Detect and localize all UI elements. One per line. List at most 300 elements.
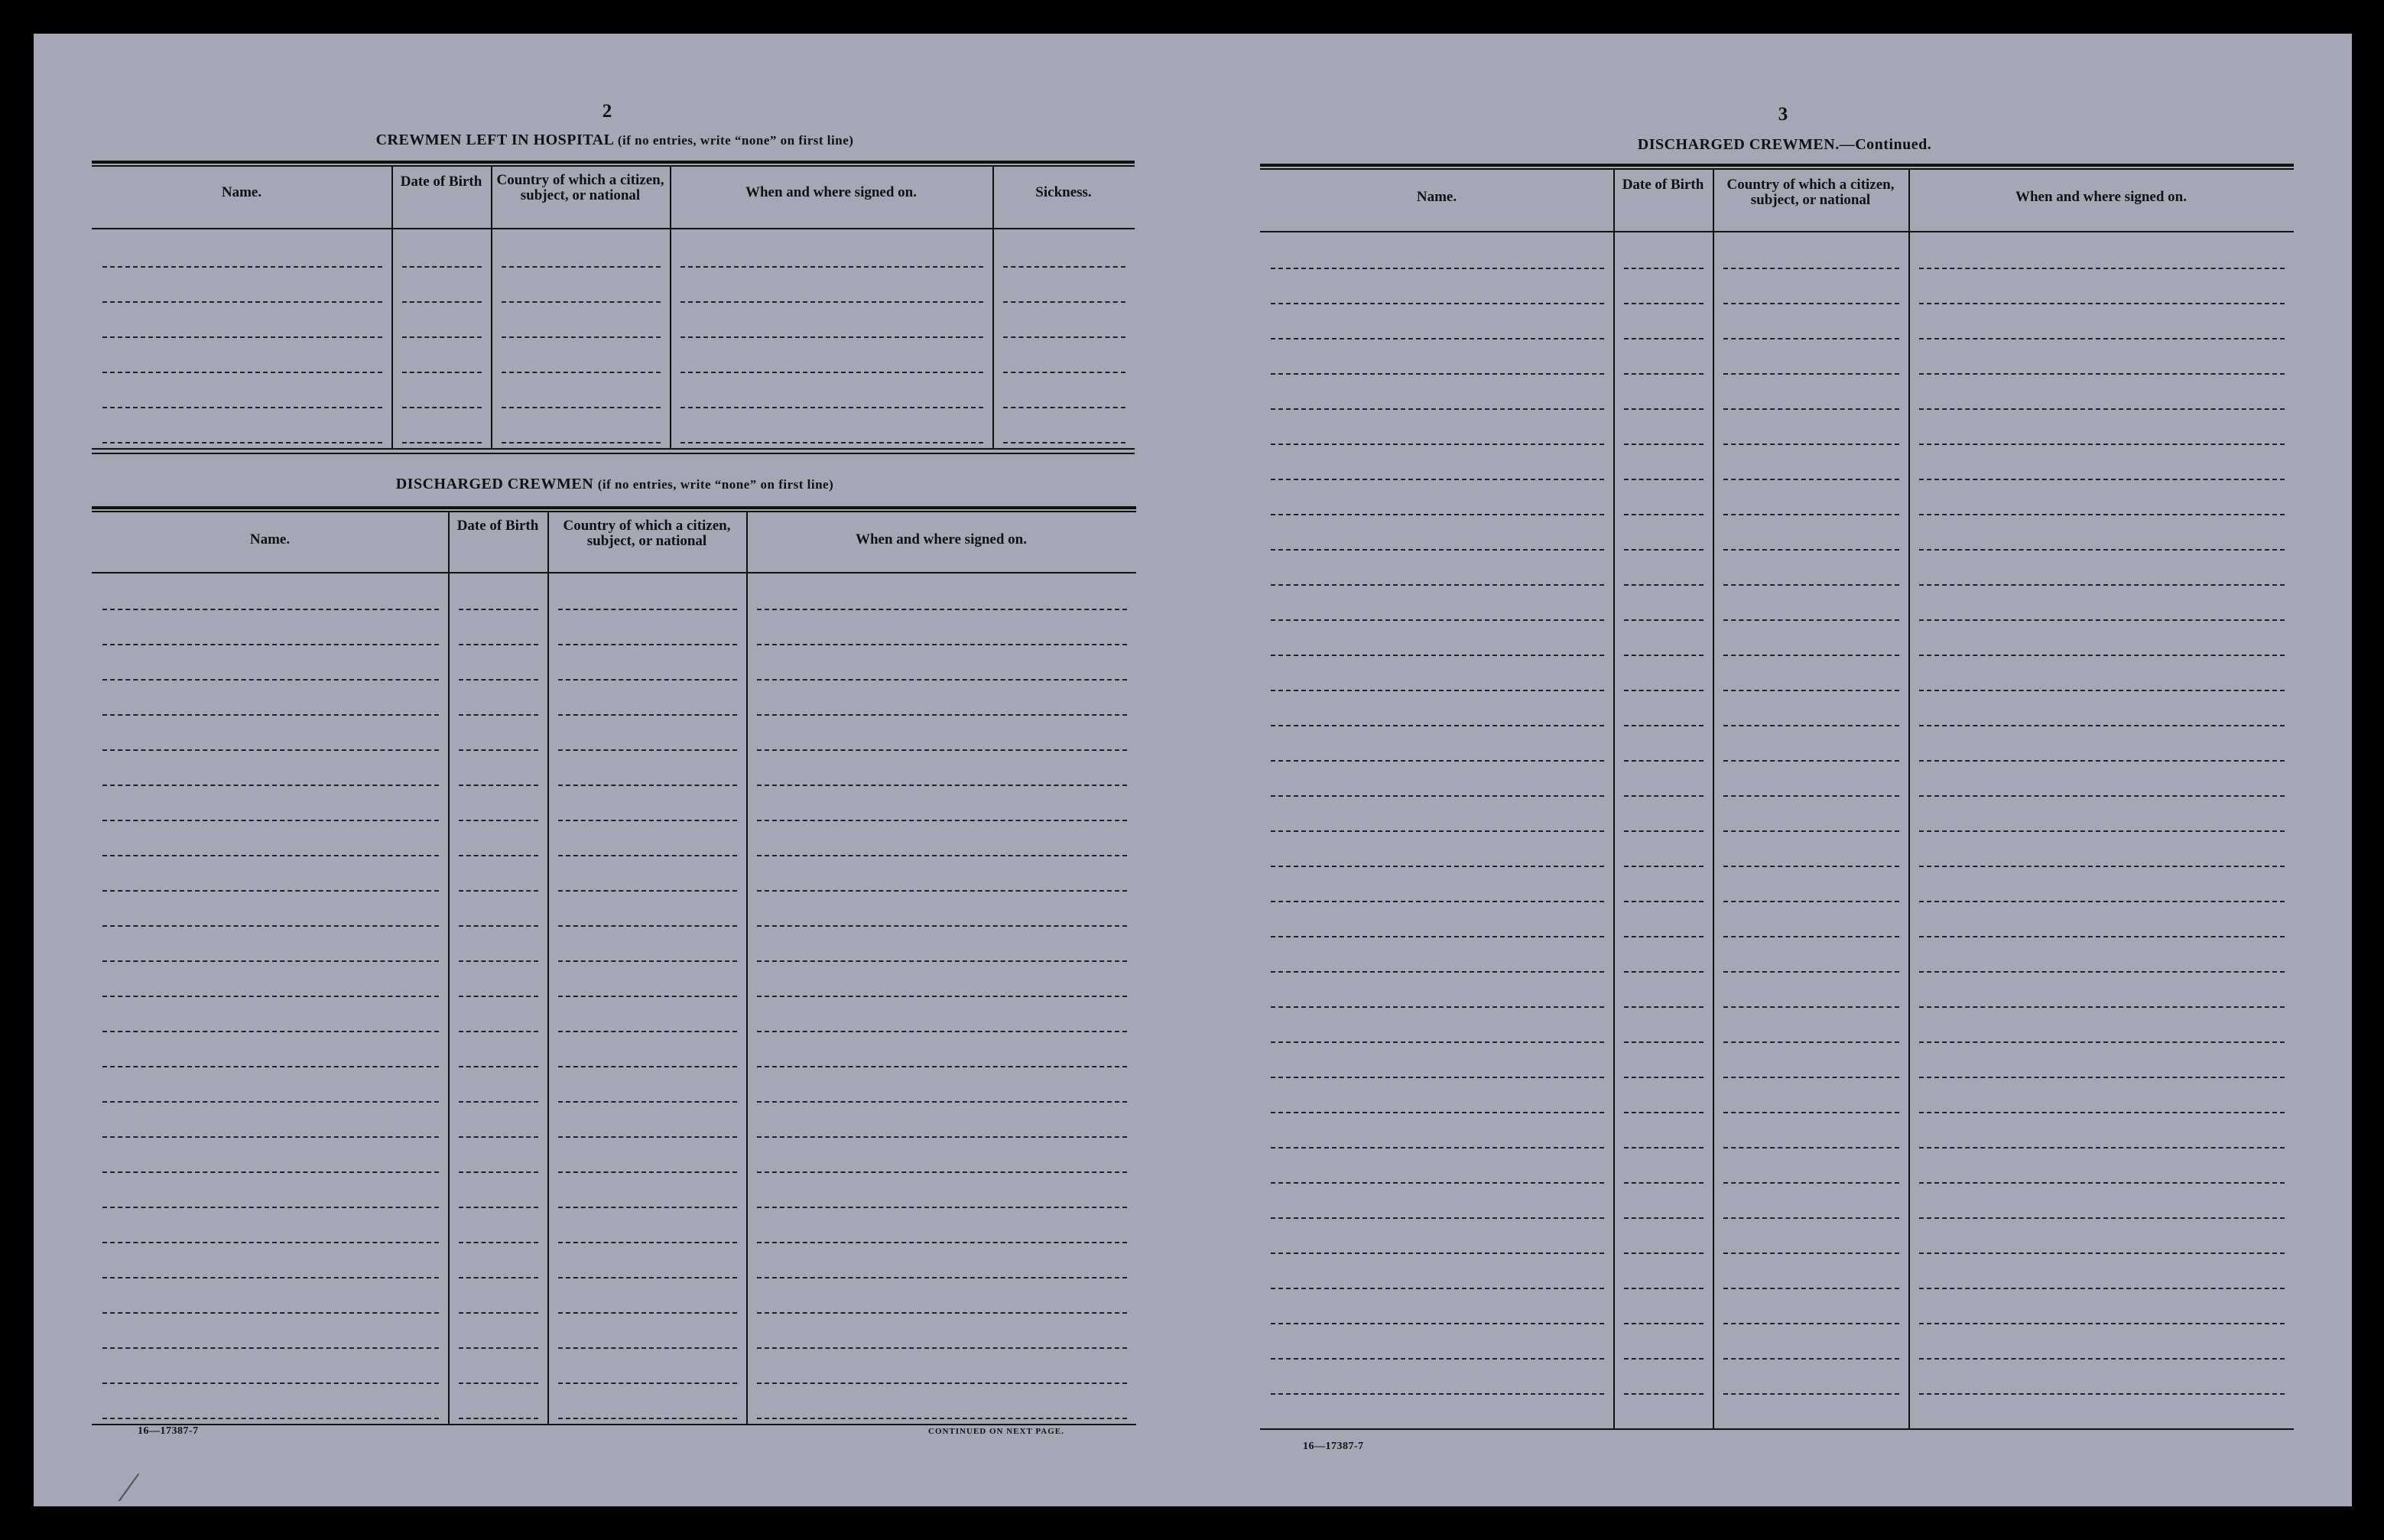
hospital-row-line: [680, 266, 983, 268]
hospital-top-rule: [92, 161, 1135, 164]
hospital-row-line: [102, 442, 382, 443]
hospital-col-divider: [670, 165, 671, 448]
continued-row-line: [1723, 936, 1899, 937]
discharged-row-line: [558, 820, 737, 821]
continued-row-line: [1624, 795, 1704, 797]
discharged-row-line: [459, 1418, 538, 1419]
hospital-col-header: Sickness.: [1035, 184, 1092, 200]
continued-row-line: [1271, 690, 1604, 691]
hospital-row-line: [680, 336, 983, 338]
discharged-row-line: [558, 679, 737, 681]
discharged-row-line: [757, 609, 1127, 610]
document-sheet: [34, 34, 2352, 1506]
continued-row-line: [1919, 1147, 2285, 1149]
continued-row-line: [1919, 1041, 2285, 1043]
continued-bottom-rule: [1260, 1428, 2294, 1430]
discharged-row-line: [459, 1277, 538, 1278]
discharged-row-line: [102, 1101, 439, 1103]
discharged-top-rule-inner: [92, 511, 1136, 512]
continued-row-line: [1271, 866, 1604, 867]
discharged-row-line: [459, 890, 538, 892]
continued-row-line: [1271, 1112, 1604, 1113]
continued-row-line: [1624, 1006, 1704, 1008]
discharged-row-line: [459, 609, 538, 610]
continued-row-line: [1723, 479, 1899, 480]
page-number-right: 3: [1778, 104, 1788, 125]
discharged-row-line: [459, 1242, 538, 1243]
continued-row-line: [1271, 725, 1604, 726]
discharged-top-rule: [92, 506, 1136, 509]
discharged-row-line: [102, 785, 439, 786]
discharged-row-line: [459, 1136, 538, 1138]
continued-row-line: [1723, 1041, 1899, 1043]
continued-row-line: [1919, 408, 2285, 410]
discharged-row-line: [102, 820, 439, 821]
continued-row-line: [1624, 1077, 1704, 1078]
continued-row-line: [1624, 1288, 1704, 1289]
discharged-row-line: [102, 925, 439, 927]
discharged-row-line: [459, 1382, 538, 1384]
continued-row-line: [1723, 1288, 1899, 1289]
discharged-col-header: Date of Birth: [456, 518, 539, 534]
continued-row-line: [1723, 1112, 1899, 1113]
continued-row-line: [1624, 690, 1704, 691]
continued-row-line: [1919, 1323, 2285, 1324]
discharged-row-line: [558, 996, 737, 997]
continued-row-line: [1919, 1393, 2285, 1395]
continued-row-line: [1723, 1182, 1899, 1184]
discharged-row-line: [102, 644, 439, 645]
hospital-row-line: [680, 372, 983, 373]
continued-row-line: [1919, 514, 2285, 515]
continued-row-line: [1723, 373, 1899, 375]
continued-row-line: [1271, 303, 1604, 304]
continued-row-line: [1624, 760, 1704, 762]
continued-row-line: [1919, 268, 2285, 269]
discharged-title-text: DISCHARGED CREWMEN: [395, 476, 594, 492]
discharged-row-line: [459, 1312, 538, 1314]
continued-row-line: [1919, 1252, 2285, 1254]
form-number-right: 16—17387-7: [1303, 1441, 1364, 1452]
continued-row-line: [1271, 795, 1604, 797]
discharged-row-line: [102, 1382, 439, 1384]
continued-row-line: [1919, 443, 2285, 445]
continued-row-line: [1919, 1217, 2285, 1219]
hospital-bottom-rule: [92, 448, 1135, 450]
discharged-row-line: [757, 1207, 1127, 1208]
continued-row-line: [1271, 443, 1604, 445]
hospital-row-line: [502, 336, 661, 338]
discharged-row-line: [459, 1347, 538, 1349]
continued-row-line: [1919, 338, 2285, 340]
form-number-left: 16—17387-7: [138, 1425, 199, 1437]
hospital-row-line: [102, 336, 382, 338]
discharged-row-line: [558, 855, 737, 856]
continued-row-line: [1624, 443, 1704, 445]
discharged-row-line: [757, 996, 1127, 997]
continued-row-line: [1919, 1182, 2285, 1184]
hospital-row-line: [402, 301, 482, 303]
continued-row-line: [1723, 1358, 1899, 1360]
continued-row-line: [1723, 971, 1899, 973]
discharged-row-line: [558, 1242, 737, 1243]
discharged-row-line: [102, 1312, 439, 1314]
continued-row-line: [1624, 971, 1704, 973]
hospital-col-header: Country of which a citizen, subject, or national: [496, 172, 664, 203]
continued-row-line: [1723, 725, 1899, 726]
discharged-row-line: [102, 1347, 439, 1349]
continued-row-line: [1723, 268, 1899, 269]
continued-row-line: [1723, 619, 1899, 621]
discharged-row-line: [558, 925, 737, 927]
continued-row-line: [1624, 1358, 1704, 1360]
discharged-row-line: [558, 1066, 737, 1067]
continued-row-line: [1271, 760, 1604, 762]
continued-row-line: [1723, 901, 1899, 902]
continued-row-line: [1271, 1147, 1604, 1149]
discharged-row-line: [459, 679, 538, 681]
hospital-col-divider: [491, 165, 492, 448]
hospital-row-line: [502, 407, 661, 408]
continued-row-line: [1723, 1393, 1899, 1395]
discharged-row-line: [102, 714, 439, 716]
discharged-row-line: [757, 1066, 1127, 1067]
continued-row-line: [1624, 1041, 1704, 1043]
discharged-row-line: [459, 960, 538, 962]
discharged-row-line: [102, 960, 439, 962]
continued-row-line: [1723, 1252, 1899, 1254]
continued-row-line: [1271, 479, 1604, 480]
continued-row-line: [1723, 830, 1899, 832]
hospital-row-line: [402, 372, 482, 373]
discharged-col-divider: [448, 511, 450, 1424]
continued-row-line: [1919, 619, 2285, 621]
continued-row-line: [1624, 549, 1704, 551]
discharged-row-line: [757, 1171, 1127, 1173]
continued-row-line: [1271, 338, 1604, 340]
continued-row-line: [1271, 1041, 1604, 1043]
continued-row-line: [1919, 479, 2285, 480]
continued-row-line: [1271, 971, 1604, 973]
continued-row-line: [1624, 866, 1704, 867]
discharged-row-line: [558, 1277, 737, 1278]
continued-row-line: [1919, 830, 2285, 832]
continued-row-line: [1271, 1252, 1604, 1254]
continued-row-line: [1271, 1217, 1604, 1219]
continued-row-line: [1723, 1077, 1899, 1078]
continued-row-line: [1919, 303, 2285, 304]
continued-row-line: [1723, 1217, 1899, 1219]
continued-row-line: [1919, 795, 2285, 797]
discharged-row-line: [558, 785, 737, 786]
continued-row-line: [1919, 760, 2285, 762]
continued-row-line: [1271, 549, 1604, 551]
continued-top-rule: [1260, 164, 2294, 167]
continued-row-line: [1271, 1323, 1604, 1324]
continued-col-divider: [1613, 168, 1615, 1428]
page-number-left: 2: [602, 101, 612, 122]
discharged-row-line: [459, 714, 538, 716]
continued-row-line: [1624, 303, 1704, 304]
continued-header-rule: [1260, 231, 2294, 232]
discharged-row-line: [757, 820, 1127, 821]
discharged-bottom-rule: [92, 1424, 1136, 1425]
continued-row-line: [1919, 971, 2285, 973]
discharged-section-title: [286, 476, 944, 493]
continued-row-line: [1919, 549, 2285, 551]
discharged-col-header: Name.: [249, 531, 291, 547]
hospital-row-line: [402, 266, 482, 268]
continued-row-line: [1624, 1252, 1704, 1254]
continued-row-line: [1271, 1358, 1604, 1360]
discharged-row-line: [757, 785, 1127, 786]
discharged-row-line: [757, 1418, 1127, 1419]
discharged-row-line: [558, 1136, 737, 1138]
discharged-row-line: [459, 644, 538, 645]
continued-row-line: [1271, 1288, 1604, 1289]
discharged-row-line: [757, 1382, 1127, 1384]
hospital-row-line: [502, 301, 661, 303]
continued-row-line: [1919, 1006, 2285, 1008]
continued-row-line: [1624, 1112, 1704, 1113]
hospital-col-divider: [992, 165, 994, 448]
discharged-row-line: [558, 749, 737, 751]
continued-row-line: [1271, 268, 1604, 269]
discharged-row-line: [459, 996, 538, 997]
continued-row-line: [1723, 1323, 1899, 1324]
discharged-row-line: [102, 1136, 439, 1138]
discharged-row-line: [102, 749, 439, 751]
discharged-row-line: [757, 1101, 1127, 1103]
pencil-tick-mark: ∕: [125, 1464, 133, 1506]
discharged-row-line: [459, 1066, 538, 1067]
discharged-row-line: [757, 1242, 1127, 1243]
discharged-row-line: [558, 644, 737, 645]
discharged-row-line: [102, 1171, 439, 1173]
discharged-row-line: [459, 1207, 538, 1208]
discharged-row-line: [459, 855, 538, 856]
discharged-row-line: [757, 1031, 1127, 1032]
continued-row-line: [1919, 866, 2285, 867]
hospital-top-rule-inner: [92, 165, 1135, 167]
continued-col-divider: [1713, 168, 1714, 1428]
discharged-row-line: [459, 1031, 538, 1032]
continued-row-line: [1624, 655, 1704, 656]
continued-row-line: [1624, 373, 1704, 375]
continued-row-line: [1919, 690, 2285, 691]
hospital-row-line: [1003, 301, 1125, 303]
continued-row-line: [1624, 268, 1704, 269]
discharged-header-rule: [92, 572, 1136, 573]
discharged-row-line: [558, 1312, 737, 1314]
continued-row-line: [1271, 514, 1604, 515]
discharged-row-line: [102, 996, 439, 997]
discharged-row-line: [558, 1031, 737, 1032]
hospital-section-title: [286, 132, 944, 149]
continued-row-line: [1919, 936, 2285, 937]
continued-row-line: [1919, 1358, 2285, 1360]
discharged-col-header: Country of which a citizen, subject, or national: [563, 518, 731, 549]
hospital-row-line: [402, 336, 482, 338]
discharged-row-line: [757, 1347, 1127, 1349]
hospital-row-line: [1003, 442, 1125, 443]
continued-row-line: [1271, 1393, 1604, 1395]
discharged-row-line: [102, 1207, 439, 1208]
hospital-title-text: CREWMEN LEFT IN HOSPITAL: [375, 132, 614, 148]
continued-row-line: [1624, 725, 1704, 726]
continued-row-line: [1919, 1077, 2285, 1078]
continued-col-divider: [1908, 168, 1910, 1428]
continued-row-line: [1271, 936, 1604, 937]
hospital-row-line: [502, 266, 661, 268]
discharged-row-line: [459, 820, 538, 821]
continued-row-line: [1919, 901, 2285, 902]
discharged-row-line: [558, 609, 737, 610]
continued-row-line: [1271, 408, 1604, 410]
discharged-col-divider: [746, 511, 748, 1424]
continued-row-line: [1723, 795, 1899, 797]
hospital-bottom-rule-2: [92, 453, 1135, 454]
continued-row-line: [1723, 443, 1899, 445]
discharged-row-line: [459, 785, 538, 786]
discharged-row-line: [459, 749, 538, 751]
continued-row-line: [1919, 655, 2285, 656]
continued-row-line: [1723, 1147, 1899, 1149]
discharged-row-line: [757, 714, 1127, 716]
hospital-row-line: [1003, 266, 1125, 268]
continued-row-line: [1919, 1288, 2285, 1289]
continued-row-line: [1624, 901, 1704, 902]
continued-col-header: When and where signed on.: [2015, 189, 2187, 205]
continued-row-line: [1271, 373, 1604, 375]
continued-row-line: [1723, 584, 1899, 586]
continued-row-line: [1919, 725, 2285, 726]
continued-row-line: [1624, 1393, 1704, 1395]
hospital-row-line: [680, 301, 983, 303]
continued-row-line: [1624, 338, 1704, 340]
discharged-row-line: [558, 1418, 737, 1419]
discharged-row-line: [757, 679, 1127, 681]
continued-row-line: [1723, 655, 1899, 656]
continued-row-line: [1723, 408, 1899, 410]
hospital-row-line: [102, 407, 382, 408]
discharged-row-line: [102, 855, 439, 856]
continued-row-line: [1624, 1147, 1704, 1149]
discharged-title-note: (if no entries, write “none” on first line): [597, 477, 834, 492]
continued-row-line: [1271, 1077, 1604, 1078]
continued-row-line: [1723, 1006, 1899, 1008]
hospital-row-line: [1003, 372, 1125, 373]
continued-row-line: [1723, 303, 1899, 304]
hospital-col-header: When and where signed on.: [745, 184, 917, 200]
continued-row-line: [1271, 830, 1604, 832]
continued-row-line: [1723, 549, 1899, 551]
continued-row-line: [1919, 584, 2285, 586]
continued-row-line: [1624, 1182, 1704, 1184]
continued-section-title: DISCHARGED CREWMEN.—Continued.: [1637, 136, 1932, 153]
continued-row-line: [1271, 619, 1604, 621]
hospital-row-line: [680, 442, 983, 443]
discharged-row-line: [558, 960, 737, 962]
discharged-row-line: [757, 644, 1127, 645]
discharged-row-line: [757, 1277, 1127, 1278]
discharged-row-line: [558, 1347, 737, 1349]
hospital-col-header: Date of Birth: [400, 174, 482, 190]
hospital-row-line: [1003, 336, 1125, 338]
continued-row-line: [1624, 1217, 1704, 1219]
continued-row-line: [1624, 408, 1704, 410]
hospital-row-line: [502, 372, 661, 373]
continued-row-line: [1271, 901, 1604, 902]
continued-row-line: [1624, 619, 1704, 621]
continued-col-header: Country of which a citizen, subject, or national: [1726, 177, 1895, 208]
discharged-row-line: [102, 679, 439, 681]
hospital-row-line: [102, 266, 382, 268]
continued-row-line: [1919, 1112, 2285, 1113]
discharged-row-line: [102, 1031, 439, 1032]
discharged-row-line: [558, 1382, 737, 1384]
continued-row-line: [1624, 1323, 1704, 1324]
continued-row-line: [1624, 584, 1704, 586]
discharged-row-line: [558, 1171, 737, 1173]
discharged-row-line: [558, 890, 737, 892]
discharged-row-line: [558, 714, 737, 716]
hospital-title-note: (if no entries, write “none” on first line): [617, 133, 854, 148]
hospital-row-line: [502, 442, 661, 443]
discharged-row-line: [102, 1066, 439, 1067]
discharged-row-line: [757, 855, 1127, 856]
continued-col-header: Date of Birth: [1622, 177, 1704, 193]
discharged-row-line: [558, 1101, 737, 1103]
hospital-row-line: [680, 407, 983, 408]
hospital-row-line: [402, 407, 482, 408]
continued-row-line: [1723, 514, 1899, 515]
discharged-row-line: [558, 1207, 737, 1208]
discharged-row-line: [757, 925, 1127, 927]
continued-col-header: Name.: [1416, 189, 1457, 205]
hospital-col-divider: [391, 165, 393, 448]
continued-note: CONTINUED ON NEXT PAGE.: [928, 1427, 1064, 1436]
discharged-row-line: [102, 1418, 439, 1419]
discharged-row-line: [757, 1312, 1127, 1314]
discharged-row-line: [102, 890, 439, 892]
discharged-row-line: [757, 1136, 1127, 1138]
discharged-col-header: When and where signed on.: [855, 531, 1027, 547]
continued-row-line: [1271, 1006, 1604, 1008]
continued-row-line: [1624, 479, 1704, 480]
hospital-row-line: [402, 442, 482, 443]
continued-row-line: [1723, 866, 1899, 867]
discharged-row-line: [757, 960, 1127, 962]
discharged-col-divider: [547, 511, 549, 1424]
continued-row-line: [1271, 584, 1604, 586]
hospital-col-header: Name.: [221, 184, 262, 200]
discharged-row-line: [102, 609, 439, 610]
hospital-header-rule: [92, 228, 1135, 229]
continued-top-rule-inner: [1260, 168, 2294, 170]
continued-row-line: [1624, 514, 1704, 515]
discharged-row-line: [757, 890, 1127, 892]
hospital-row-line: [102, 372, 382, 373]
continued-row-line: [1723, 338, 1899, 340]
discharged-row-line: [459, 925, 538, 927]
discharged-row-line: [459, 1101, 538, 1103]
continued-row-line: [1919, 373, 2285, 375]
discharged-row-line: [102, 1242, 439, 1243]
continued-row-line: [1723, 690, 1899, 691]
continued-row-line: [1271, 655, 1604, 656]
discharged-row-line: [459, 1171, 538, 1173]
